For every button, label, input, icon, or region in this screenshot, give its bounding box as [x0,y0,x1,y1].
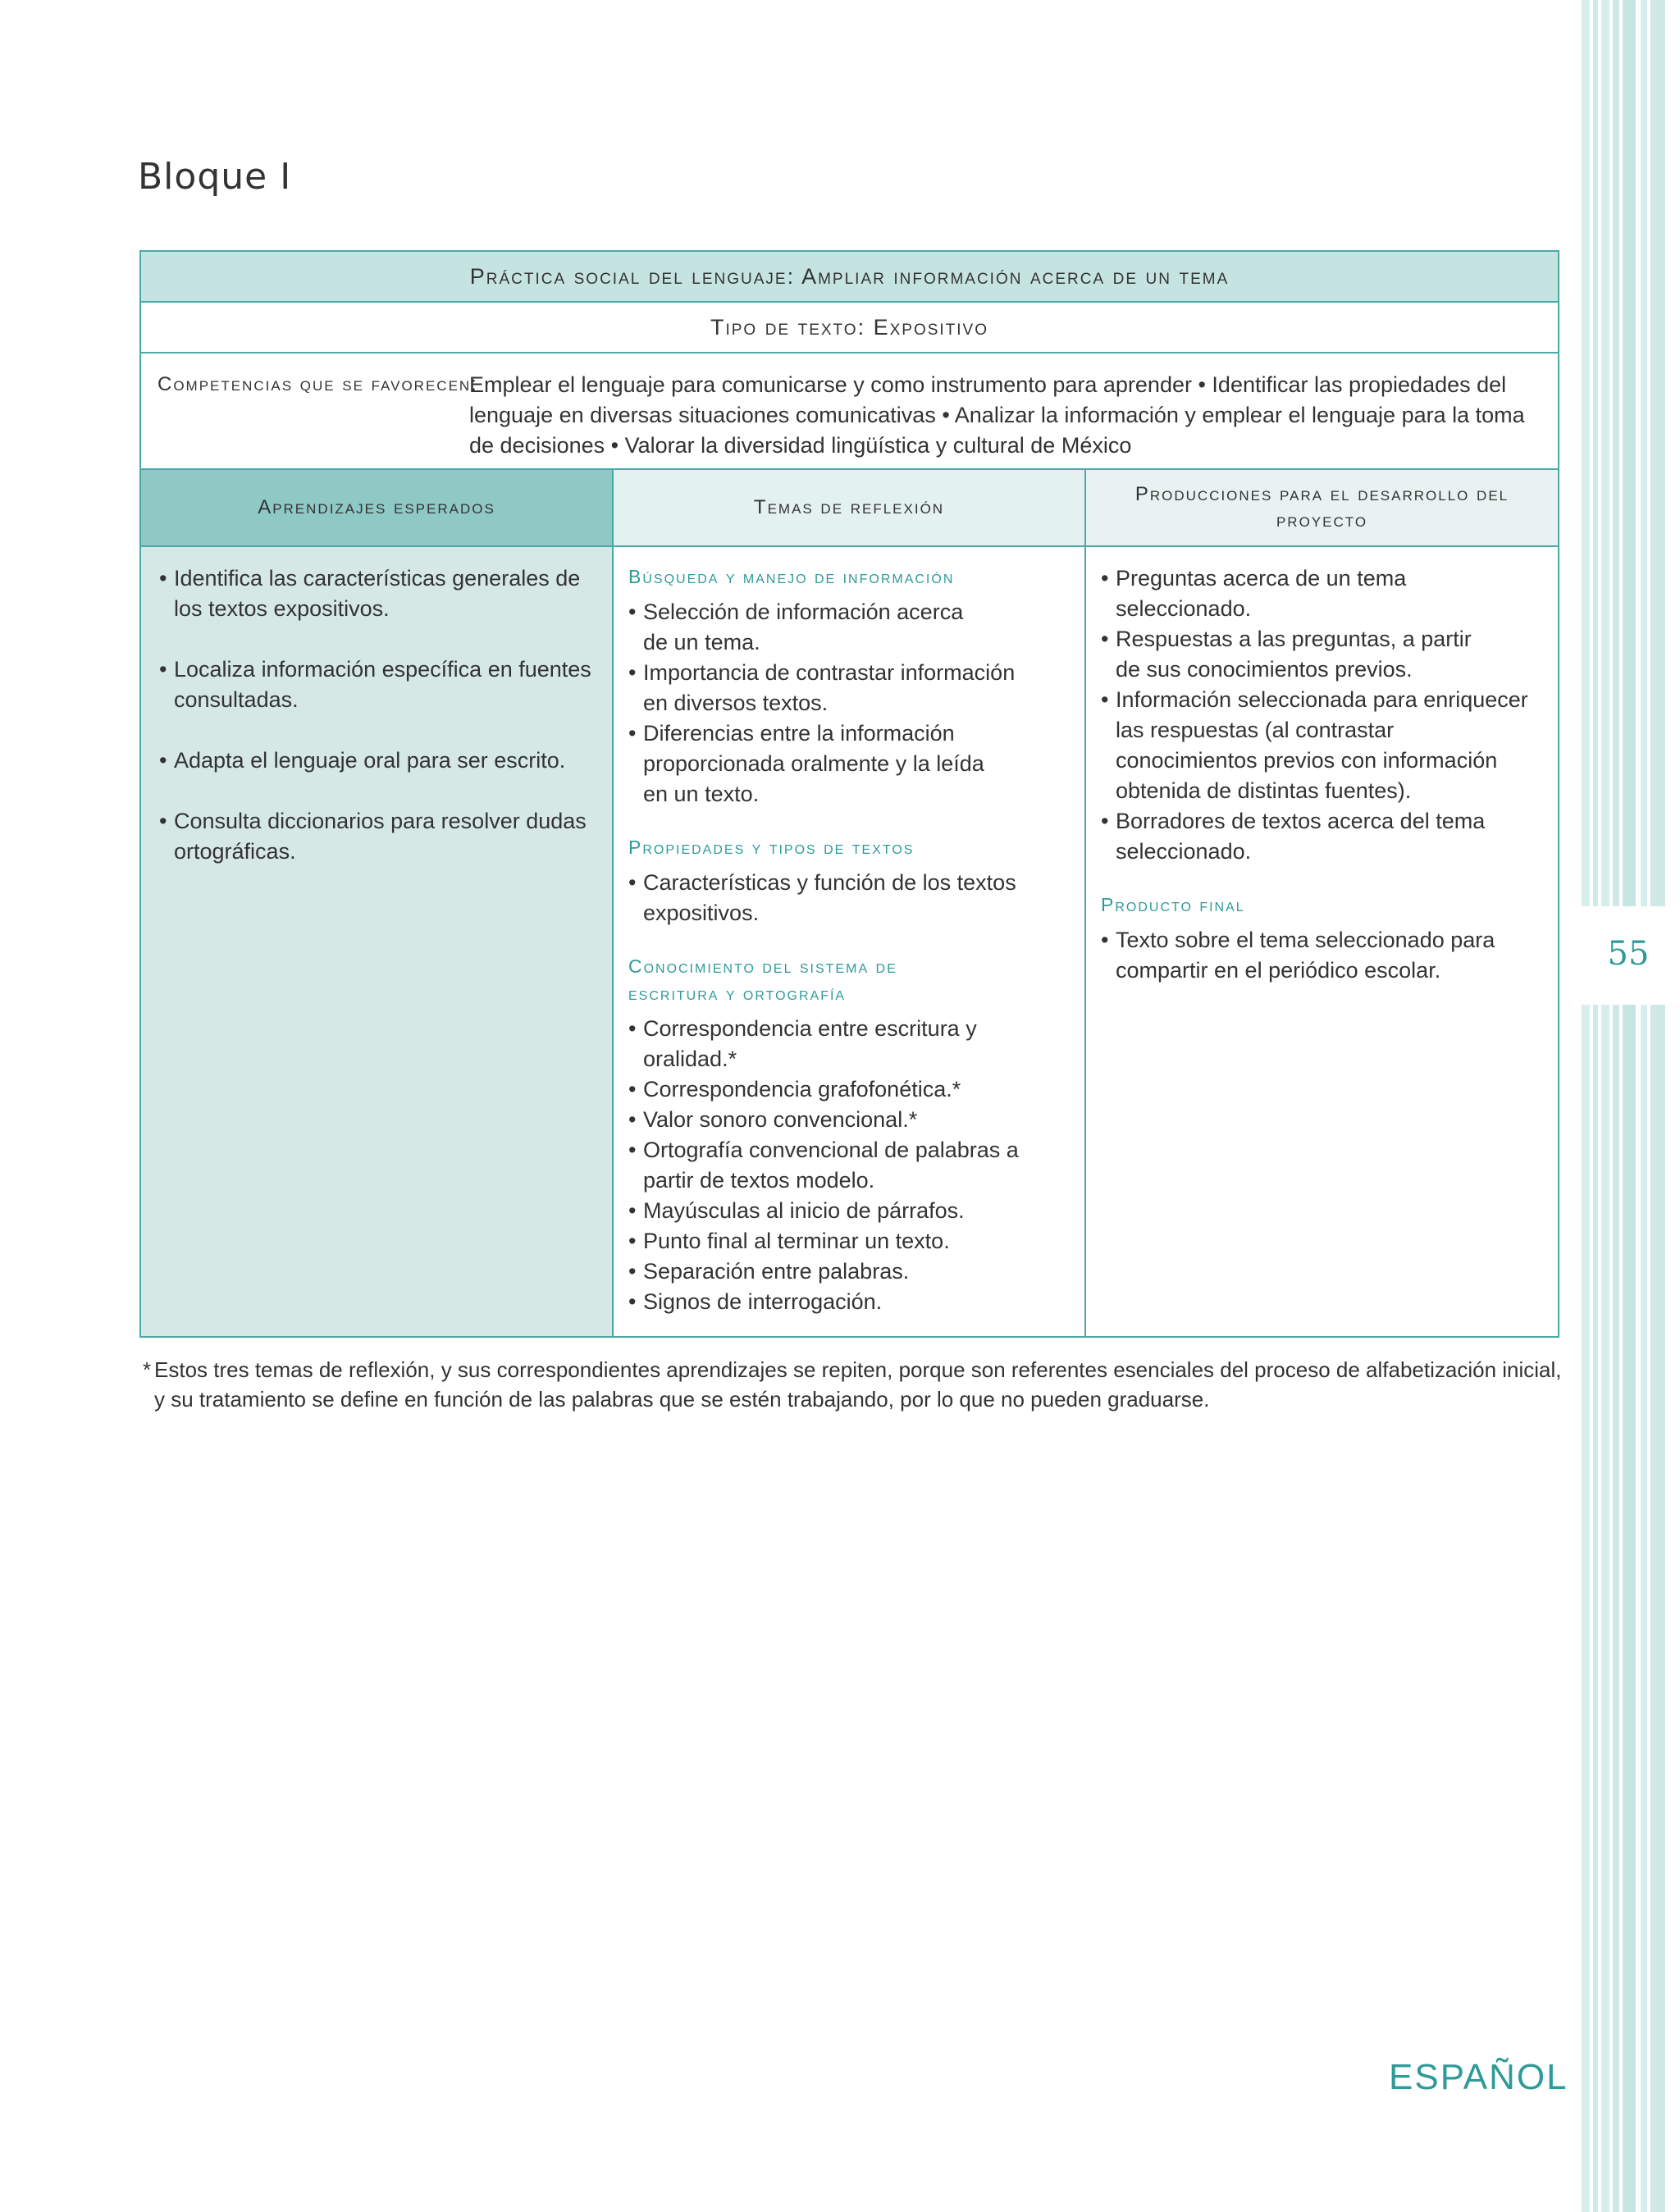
footnote-mark: * [143,1357,152,1382]
footnote [143,1355,1565,1414]
list-item: • Correspondencia entre escritura y oralidad.* [628,1014,996,1074]
list-item: • Características y función de los textos expositivos. [628,868,1053,928]
footnote-text: Estos tres temas de reflexión, y sus correspondientes aprendizajes se repiten, porque son referentes esenciales del proceso de alfabetización inicial, y su tratamiento se define en función de las palabras que se estén trabajando, por lo que no pueden graduarse. [154,1357,1562,1412]
conocimiento-list [628,1014,1084,1317]
producciones-column [1086,547,1558,1336]
list-item: • Signos de interrogación. [628,1287,1053,1317]
list-item: • Diferencias entre la información proporcionada oralmente y la leída en un texto. [628,718,988,810]
header-temas: Temas de reflexión [614,470,1086,545]
temas-column [614,547,1086,1336]
list-item: • Preguntas acerca de un tema seleccionado. [1101,563,1477,624]
busqueda-heading: Búsqueda y manejo de información [628,566,955,587]
list-item: • Información seleccionada para enriquecer las respuestas (al contrastar conocimientos previos con información obtenida de distintas fuentes). [1101,685,1534,806]
producto-final-heading: Producto final [1101,894,1245,915]
table-body [141,547,1558,1336]
header-aprendizajes: Aprendizajes esperados [141,470,614,545]
producto-final-list [1101,925,1558,986]
list-item: • Adapta el lenguaje oral para ser escrito. [159,746,600,776]
list-item: • Respuestas a las preguntas, a partir de sus conocimientos previos. [1101,624,1501,685]
list-item: • Borradores de textos acerca del tema seleccionado. [1101,806,1526,867]
list-item: • Valor sonoro convencional.* [628,1105,1053,1135]
block-title: Bloque I [138,156,292,198]
header-producciones-text: Producciones para el desarrollo del proyecto [1134,483,1509,531]
competencias-label: Competencias que se favorecen: [158,373,478,395]
decorative-stripes [1582,0,1680,2212]
busqueda-list [628,597,1084,810]
list-item: • Mayúsculas al inicio de párrafos. [628,1196,1053,1226]
tipo-texto-row: Tipo de texto: Expositivo [141,303,1558,353]
curriculum-table [139,250,1559,1338]
list-item: • Importancia de contrastar información en diversos textos. [628,658,1037,718]
list-item: • Correspondencia grafofonética.* [628,1074,1053,1105]
propiedades-list [628,868,1084,928]
list-item: • Ortografía convencional de palabras a partir de textos modelo. [628,1135,1053,1196]
list-item: • Localiza información específica en fuentes consultadas. [159,654,600,715]
propiedades-heading: Propiedades y tipos de textos [628,837,915,858]
list-item: • Separación entre palabras. [628,1257,1053,1287]
practica-social-row: Práctica social del lenguaje: Ampliar información acerca de un tema [141,252,1558,303]
page-number: 55 [1607,935,1650,973]
producciones-list [1101,563,1558,867]
list-item: • Identifica las características generales de los textos expositivos. [159,563,600,624]
list-item: • Selección de información acerca de un tema. [628,597,988,658]
header-producciones [1086,470,1558,545]
competencias-row [141,353,1558,470]
aprendizajes-list [159,563,612,867]
conocimiento-heading: Conocimiento del sistema de escritura y ortografía [628,955,897,1004]
column-headers [141,470,1558,547]
list-item: • Consulta diccionarios para resolver dudas ortográficas. [159,806,600,867]
subject-label: ESPAÑOL [1389,2057,1568,2097]
competencias-text: Emplear el lenguaje para comunicarse y como instrumento para aprender • Identificar las propiedades del lenguaje en diversas situaciones comunicativas • Analizar la información y emplear el lenguaje para la toma de decisiones • Valorar la diversidad lingüística y cultural de México [469,372,1525,458]
list-item: • Texto sobre el tema seleccionado para compartir en el periódico escolar. [1101,925,1526,986]
aprendizajes-column [141,547,614,1336]
list-item: • Punto final al terminar un texto. [628,1226,1053,1257]
